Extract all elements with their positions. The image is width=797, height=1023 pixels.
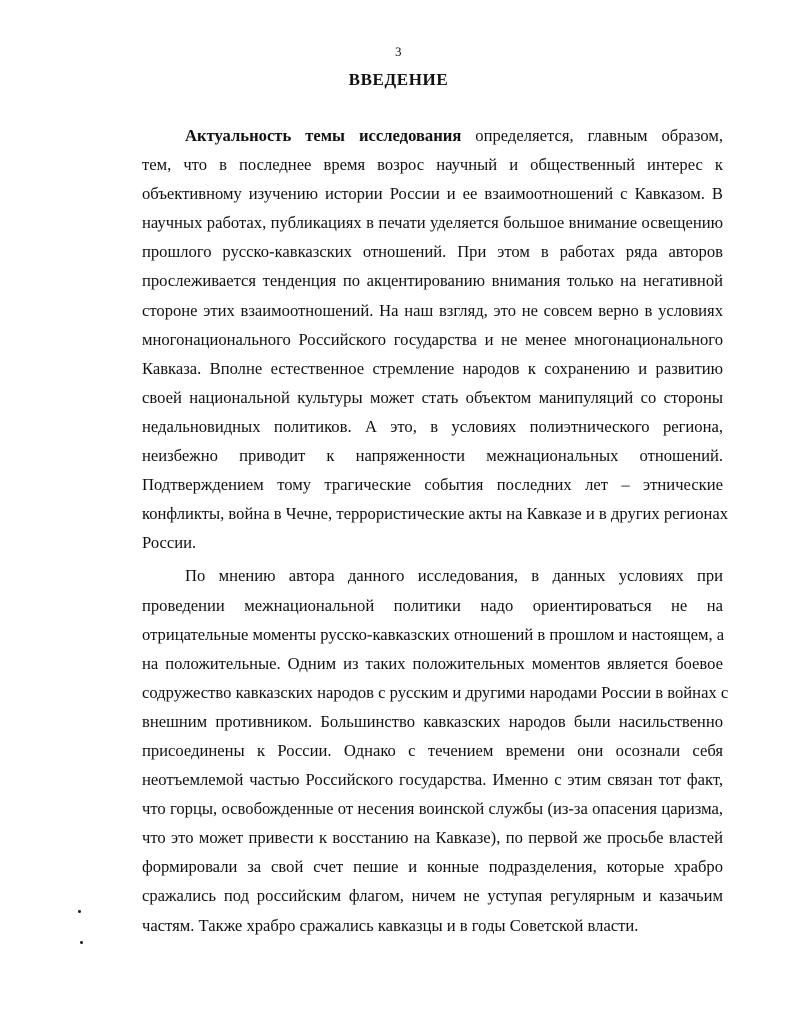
text-line: отрицательные моменты русско-кавказских отношений в прошлом и настоящем, а: [142, 624, 725, 644]
scan-artifact-dot: [78, 910, 81, 913]
page-number: 3: [395, 44, 402, 59]
text-line: России.: [142, 533, 197, 553]
text-line: частям. Также храбро сражались кавказцы и в годы Советской власти.: [142, 915, 639, 935]
text-line: проведении межнациональной политики надо ориентироваться не на: [142, 595, 723, 615]
text-line: неотъемлемой частью Российского государства. Именно с этим связан тот факт,: [142, 770, 723, 790]
paragraph-relevance: [142, 121, 729, 557]
text-line: что горцы, освобожденные от несения воинской службы (из-за опасения царизма,: [142, 799, 723, 819]
paragraph-author-view: [142, 561, 729, 939]
text-line: прослеживается тенденция по акцентированию внимания только на негативной: [142, 271, 723, 291]
scan-artifact-dot: [80, 941, 83, 944]
text-line: Кавказа. Вполне естественное стремление народов к сохранению и развитию: [142, 358, 723, 378]
text-line: конфликты, война в Чечне, террористические акты на Кавказе и в других регионах: [142, 504, 729, 524]
text-line: По мнению автора данного исследования, в данных условиях при: [185, 566, 723, 586]
text-line: неизбежно приводит к напряженности межнациональных отношений.: [142, 446, 723, 466]
text-line: объективному изучению истории России и ее взаимоотношений с Кавказом. В: [142, 184, 723, 204]
text-line: внешним противником. Большинство кавказских народов были насильственно: [142, 711, 723, 731]
text-line: формировали за свой счет пешие и конные подразделения, которые храбро: [142, 857, 723, 877]
text-line: присоединены к России. Однако с течением времени они осознали себя: [142, 740, 723, 760]
body-text: [142, 121, 729, 940]
text-line: сражались под российским флагом, ничем не уступая регулярным и казачьим: [142, 886, 723, 906]
text-line: [142, 121, 723, 150]
text-line: на положительные. Одним из таких положительных моментов является боевое: [142, 653, 723, 673]
bold-lead-phrase: Актуальность темы исследования: [185, 126, 462, 145]
text-line: своей национальной культуры может стать объектом манипуляций со стороны: [142, 387, 723, 407]
section-heading: ВВЕДЕНИЕ: [348, 70, 449, 89]
text-line: что это может привести к восстанию на Кавказе), по первой же просьбе властей: [142, 828, 723, 848]
first-line-rest: определяется, главным образом,: [461, 126, 723, 145]
text-line: стороне этих взаимоотношений. На наш взгляд, это не совсем верно в условиях: [142, 300, 723, 320]
text-line: недальновидных политиков. А это, в условиях полиэтнического региона,: [142, 416, 723, 436]
text-line: тем, что в последнее время возрос научный и общественный интерес к: [142, 155, 723, 175]
text-line: Подтверждением тому трагические события последних лет – этнические: [142, 475, 723, 495]
text-line: содружество кавказских народов с русским и другими народами России в войнах с: [142, 682, 729, 702]
text-line: научных работах, публикациях в печати уделяется большое внимание освещению: [142, 213, 723, 233]
text-line: многонационального Российского государства и не менее многонационального: [142, 329, 723, 349]
text-line: прошлого русско-кавказских отношений. При этом в работах ряда авторов: [142, 242, 723, 262]
